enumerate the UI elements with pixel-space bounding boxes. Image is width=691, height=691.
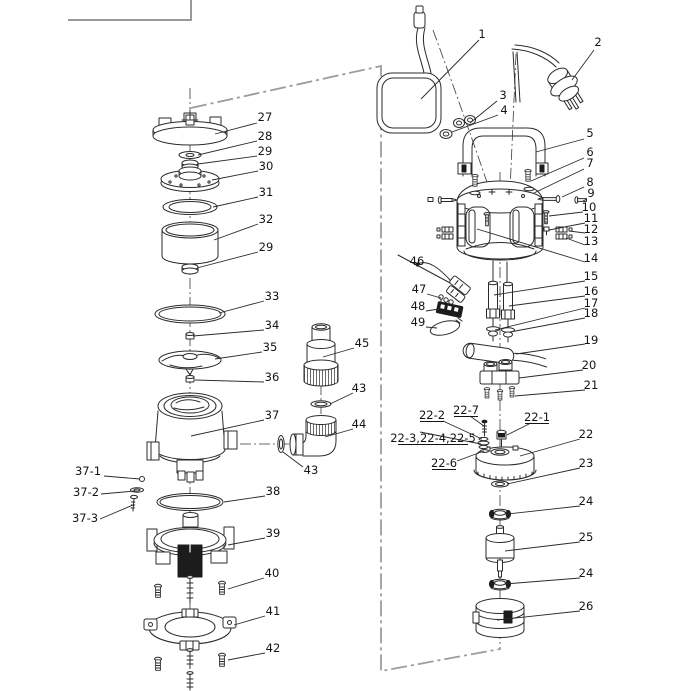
- part-32-bearing-cup: [162, 222, 218, 264]
- callout-40: 40: [264, 566, 280, 580]
- part-30-rotor-disc: [161, 167, 219, 192]
- callout-10: 10: [581, 200, 597, 214]
- callout-12: 12: [583, 222, 599, 236]
- callout-23: 23: [578, 456, 594, 470]
- callout-22-3-4-5: 22-3,22-4,22-5: [390, 431, 476, 445]
- section-boundary-line: [191, 66, 500, 671]
- callout-29-lower: 29: [258, 240, 274, 254]
- part-48-terminal-strip: [436, 302, 463, 318]
- callout-3: 3: [499, 88, 507, 102]
- callout-36: 36: [264, 370, 280, 384]
- motor-end-assembly: [377, 6, 590, 638]
- callout-13: 13: [583, 234, 599, 248]
- part-24-bearing-upper: [490, 509, 511, 520]
- cable-guide-line: [510, 54, 516, 191]
- part-43-washer-lower: [278, 436, 284, 453]
- callout-42: 42: [265, 641, 281, 655]
- callout-16: 16: [583, 284, 599, 298]
- callout-18: 18: [583, 306, 599, 320]
- pump-end-assembly: [131, 111, 339, 690]
- part-39-suction-housing: [147, 513, 234, 578]
- part-40-screws: [155, 576, 226, 603]
- callout-22-7: 22-7: [452, 403, 480, 417]
- part-31-seal-ring: [163, 200, 217, 215]
- part-41-base-plate: [144, 609, 236, 650]
- part-45-hose-connector: [304, 324, 338, 386]
- part-1-float-switch: [377, 6, 441, 133]
- callout-7: 7: [586, 156, 594, 170]
- callout-19: 19: [583, 333, 599, 347]
- callout-30: 30: [258, 159, 274, 173]
- callout-34: 34: [264, 318, 280, 332]
- callout-32: 32: [258, 212, 274, 226]
- part-34-key: [186, 333, 194, 340]
- callout-24-lower: 24: [578, 566, 594, 580]
- part-33-diaphragm-disc: [155, 305, 225, 323]
- part-21-screws: [484, 387, 515, 400]
- callout-37: 37: [264, 408, 280, 422]
- callout-2: 2: [594, 35, 602, 49]
- center-axes: [190, 30, 516, 690]
- callout-46: 46: [409, 254, 425, 268]
- callout-1: 1: [478, 27, 486, 41]
- leader-lines-left: [100, 123, 354, 660]
- callout-37-2: 37-2: [72, 485, 100, 499]
- part-42-screws: [155, 649, 226, 690]
- part-23-washer: [492, 481, 509, 487]
- callout-43-lower: 43: [303, 463, 319, 477]
- part-36-key-small: [186, 376, 194, 383]
- callout-48: 48: [410, 299, 426, 313]
- callout-37-1: 37-1: [74, 464, 102, 478]
- frame-corner: [68, 0, 191, 20]
- callout-27: 27: [257, 110, 273, 124]
- part-37-1-plug: [140, 477, 145, 482]
- callout-45: 45: [354, 336, 370, 350]
- callout-labels: [72, 27, 602, 655]
- callout-8: 8: [586, 175, 594, 189]
- callout-24-upper: 24: [578, 494, 594, 508]
- callout-17: 17: [583, 296, 599, 310]
- callout-47: 47: [411, 282, 427, 296]
- part-2-power-plug: [512, 45, 590, 116]
- callout-5: 5: [586, 126, 594, 140]
- callout-25: 25: [578, 530, 594, 544]
- part-37-3-screw: [131, 495, 138, 511]
- float-cable: [416, 28, 431, 73]
- callout-37-3: 37-3: [71, 511, 99, 525]
- callout-26: 26: [578, 599, 594, 613]
- callout-39: 39: [265, 526, 281, 540]
- callout-35: 35: [262, 340, 278, 354]
- callout-38: 38: [265, 484, 281, 498]
- callout-15: 15: [583, 269, 599, 283]
- part-27-impeller-cap: [153, 111, 227, 145]
- callout-41: 41: [265, 604, 281, 618]
- callout-44: 44: [351, 417, 367, 431]
- callout-14: 14: [583, 251, 599, 265]
- callout-11: 11: [583, 211, 599, 225]
- callout-49: 49: [410, 315, 426, 329]
- callout-20: 20: [581, 358, 597, 372]
- part-24-bearing-lower: [490, 579, 511, 590]
- callout-22-6: 22-6: [430, 456, 458, 470]
- part-38-o-ring: [157, 494, 223, 511]
- part-20-terminal-block: [480, 360, 519, 385]
- part-37-pump-casing: [147, 393, 237, 482]
- part-4-seal-ring: [440, 130, 452, 139]
- callout-22-1: 22-1: [523, 410, 551, 424]
- callout-6: 6: [586, 145, 594, 159]
- callout-29-upper: 29: [257, 144, 273, 158]
- part-5-handle: [458, 128, 548, 176]
- callout-4: 4: [500, 103, 508, 117]
- callout-43-upper: 43: [351, 381, 367, 395]
- callout-22: 22: [578, 427, 594, 441]
- callout-28: 28: [257, 129, 273, 143]
- part-25-rotor-shaft: [486, 526, 514, 581]
- callout-33: 33: [264, 289, 280, 303]
- plug-cable: [512, 45, 559, 67]
- callout-31: 31: [258, 185, 274, 199]
- callout-21: 21: [583, 378, 599, 392]
- callout-9: 9: [587, 186, 595, 200]
- part-29-nut-lower: [182, 264, 198, 274]
- part-15-16-tie-bolts: [487, 261, 515, 328]
- part-35-impeller: [159, 351, 221, 375]
- part-28-washer: [179, 152, 201, 159]
- callout-22-2: 22-2: [418, 408, 446, 422]
- part-43-washer-upper: [311, 401, 331, 407]
